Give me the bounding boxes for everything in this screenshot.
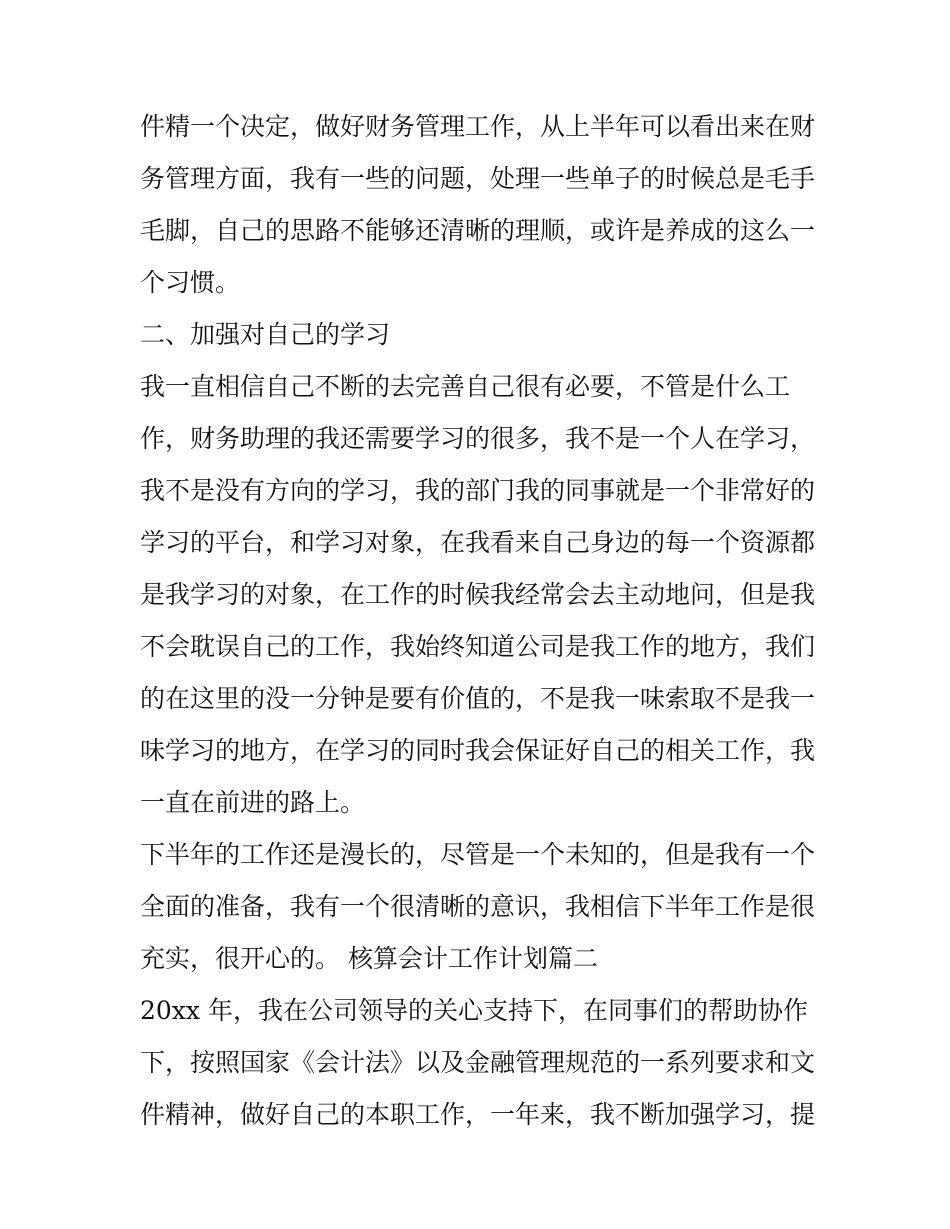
text-line: 全面的准备，我有一个很清晰的意识，我相信下半年工作是很 [140, 892, 816, 921]
text-line: 下半年的工作还是漫长的，尽管是一个未知的，但是我有一个 [140, 840, 816, 869]
text-line: 学习的平台，和学习对象，在我看来自己身边的每一个资源都 [140, 528, 816, 557]
document-body [140, 101, 820, 1141]
text-line: 件精一个决定，做好财务管理工作，从上半年可以看出来在财 [140, 112, 816, 141]
text-line: 务管理方面，我有一些的问题，处理一些单子的时候总是毛手 [140, 164, 816, 193]
text-line: 毛脚，自己的思路不能够还清晰的理顺，或许是养成的这么一 [140, 216, 816, 245]
text-line: 个习惯。 [140, 268, 241, 297]
text-line: 不会耽误自己的工作，我始终知道公司是我工作的地方，我们 [140, 632, 816, 661]
section-heading: 二、加强对自己的学习 [140, 320, 391, 349]
text-line: 我不是没有方向的学习，我的部门我的同事就是一个非常好的 [140, 476, 816, 505]
text-line: 件精神，做好自己的本职工作，一年来，我不断加强学习，提 [140, 1100, 816, 1129]
text-line: 充实，很开心的。 核算会计工作计划篇二 [140, 944, 598, 973]
text-line: 20xx 年，我在公司领导的关心支持下，在同事们的帮助协作 [140, 996, 808, 1025]
text-line: 一直在前进的路上。 [140, 788, 366, 817]
text-line: 味学习的地方，在学习的同时我会保证好自己的相关工作，我 [140, 736, 816, 765]
text-line: 的在这里的没一分钟是要有价值的，不是我一味索取不是我一 [140, 684, 816, 713]
text-line: 下，按照国家《会计法》以及金融管理规范的一系列要求和文 [140, 1048, 816, 1077]
text-line: 是我学习的对象，在工作的时候我经常会去主动地问，但是我 [140, 580, 816, 609]
text-line: 作，财务助理的我还需要学习的很多，我不是一个人在学习， [140, 424, 816, 453]
text-line: 我一直相信自己不断的去完善自己很有必要，不管是什么工 [140, 372, 791, 401]
